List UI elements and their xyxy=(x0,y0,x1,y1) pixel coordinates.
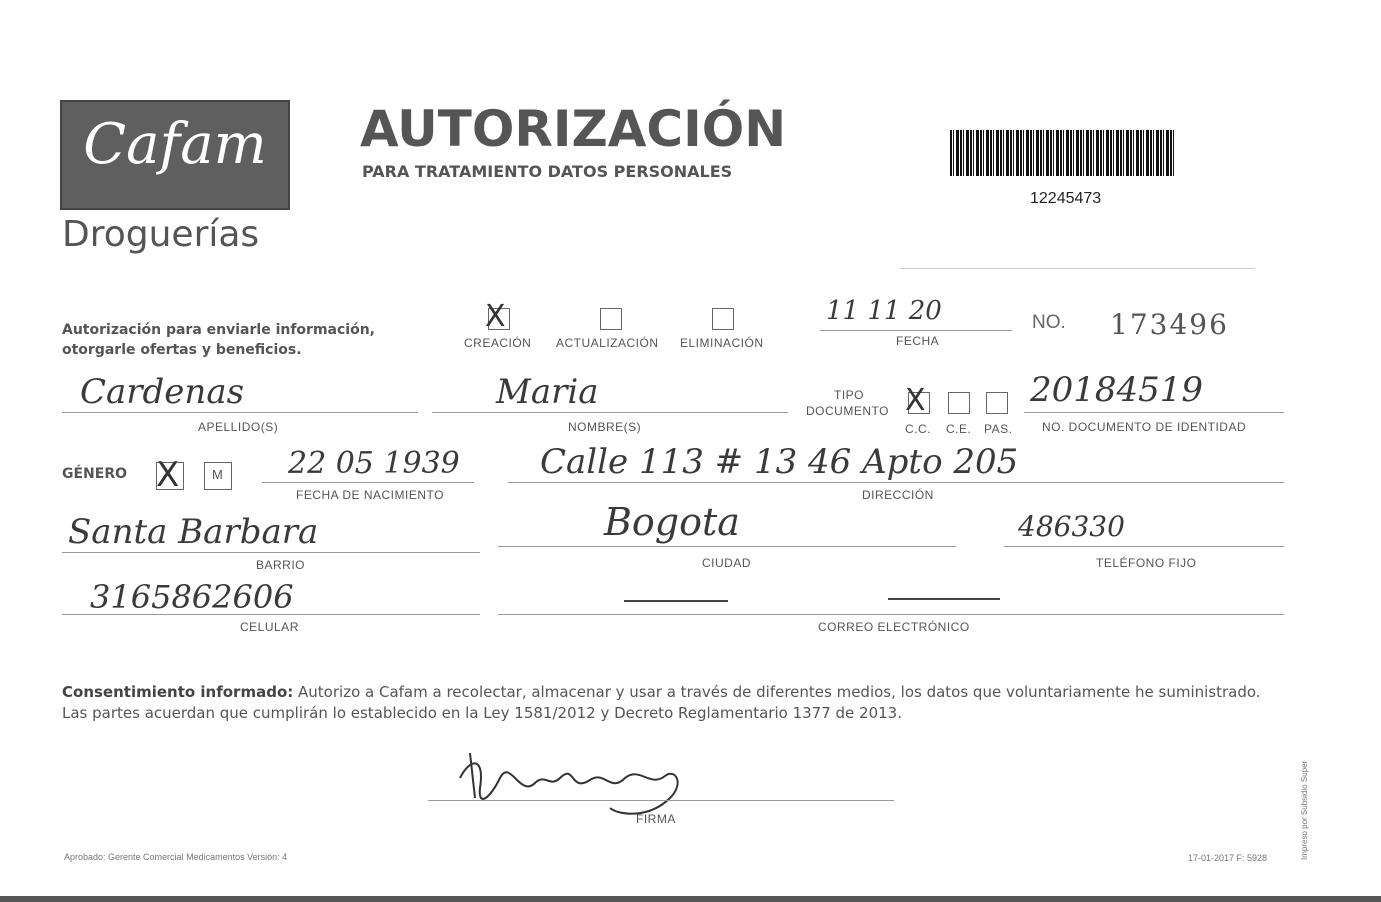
documento-label: DOCUMENTO xyxy=(806,404,889,418)
ciudad-value[interactable]: Bogota xyxy=(604,500,740,544)
barcode-number: 12245473 xyxy=(1030,190,1102,207)
fecha-nacimiento-line xyxy=(262,482,474,483)
direccion-value[interactable]: Calle 113 # 13 46 Apto 205 xyxy=(540,442,1019,482)
nombres-value[interactable]: Maria xyxy=(496,372,599,412)
eliminacion-label: ELIMINACIÓN xyxy=(680,336,764,350)
telefono-value[interactable]: 486330 xyxy=(1018,510,1125,543)
fecha-label: FECHA xyxy=(896,334,940,348)
fecha-nacimiento-label: FECHA DE NACIMIENTO xyxy=(296,488,444,502)
correo-label: CORREO ELECTRÓNICO xyxy=(818,620,970,634)
footer-date-code: 17-01-2017 F: 5928 xyxy=(1188,853,1268,863)
correo-line xyxy=(498,614,1284,615)
apellidos-line xyxy=(62,412,418,413)
nombres-label: NOMBRE(S) xyxy=(568,420,642,434)
nombres-line xyxy=(432,412,788,413)
numero-value: 173496 xyxy=(1110,308,1229,341)
actualizacion-label: ACTUALIZACIÓN xyxy=(556,336,659,350)
fecha-line xyxy=(820,330,1012,331)
signature-line xyxy=(428,800,894,801)
side-print-note: Impreso por Subsidio Super xyxy=(1300,760,1309,860)
numero-label: NO. xyxy=(1032,312,1066,333)
footer-approval: Aprobado: Gerente Comercial Medicamentos Versión: 4 xyxy=(64,852,288,862)
genero-m-label: M xyxy=(212,467,223,482)
celular-value[interactable]: 3165862606 xyxy=(90,578,294,616)
consent-body: Autorizo a Cafam a recolectar, almacenar y usar a través de diferentes medios, los datos que voluntariamente he suministrado. Las partes acuerdan que cumplirán lo establecido en la Ley 1581/2012 y Decreto Reglamentario 1377 de 2013. xyxy=(62,683,1261,722)
fecha-nacimiento-value[interactable]: 22 05 1939 xyxy=(288,446,460,481)
barrio-value[interactable]: Santa Barbara xyxy=(68,512,319,552)
correo-dash-2 xyxy=(888,598,1000,600)
barrio-label: BARRIO xyxy=(256,558,306,572)
ce-label: C.E. xyxy=(946,422,972,436)
celular-label: CELULAR xyxy=(240,620,299,634)
celular-line xyxy=(62,614,480,615)
direccion-label: DIRECCIÓN xyxy=(862,488,934,502)
bottom-edge xyxy=(0,896,1381,902)
divider xyxy=(900,268,1255,269)
apellidos-value[interactable]: Cardenas xyxy=(80,372,245,412)
documento-numero-label: NO. DOCUMENTO DE IDENTIDAD xyxy=(1042,420,1247,434)
signature-label: FIRMA xyxy=(636,812,676,826)
ciudad-label: CIUDAD xyxy=(702,556,752,570)
consent-text xyxy=(62,682,1282,724)
actualizacion-checkbox[interactable] xyxy=(600,308,622,330)
logo-text: Cafam xyxy=(83,112,267,177)
brand-subtitle: Droguerías xyxy=(62,214,260,255)
ce-checkbox[interactable] xyxy=(948,392,970,414)
telefono-label: TELÉFONO FIJO xyxy=(1096,556,1197,570)
authorization-text: Autorización para enviarle información, otorgarle ofertas y beneficios. xyxy=(62,322,375,358)
consent-lead: Consentimiento informado: xyxy=(62,683,294,701)
apellidos-label: APELLIDO(S) xyxy=(198,420,279,434)
documento-line xyxy=(1024,412,1284,413)
cc-label: C.C. xyxy=(905,422,931,436)
fecha-value[interactable]: 11 11 20 xyxy=(826,296,942,326)
tipo-label: TIPO xyxy=(834,388,865,402)
form-subtitle: PARA TRATAMIENTO DATOS PERSONALES xyxy=(362,162,733,181)
ciudad-line xyxy=(498,546,956,547)
pas-label: PAS. xyxy=(984,422,1013,436)
cc-mark: X xyxy=(905,383,926,418)
barrio-line xyxy=(62,552,480,553)
genero-label: GÉNERO xyxy=(62,466,128,482)
creacion-mark: X xyxy=(485,299,506,334)
correo-dash-1 xyxy=(624,600,728,602)
pas-checkbox[interactable] xyxy=(986,392,1008,414)
eliminacion-checkbox[interactable] xyxy=(712,308,734,330)
genero-mark: X xyxy=(156,455,180,495)
direccion-line xyxy=(508,482,1284,483)
barcode xyxy=(950,130,1174,176)
creacion-label: CREACIÓN xyxy=(464,336,532,350)
form-title: AUTORIZACIÓN xyxy=(360,100,787,158)
documento-value[interactable]: 20184519 xyxy=(1030,370,1204,410)
telefono-line xyxy=(1004,546,1284,547)
